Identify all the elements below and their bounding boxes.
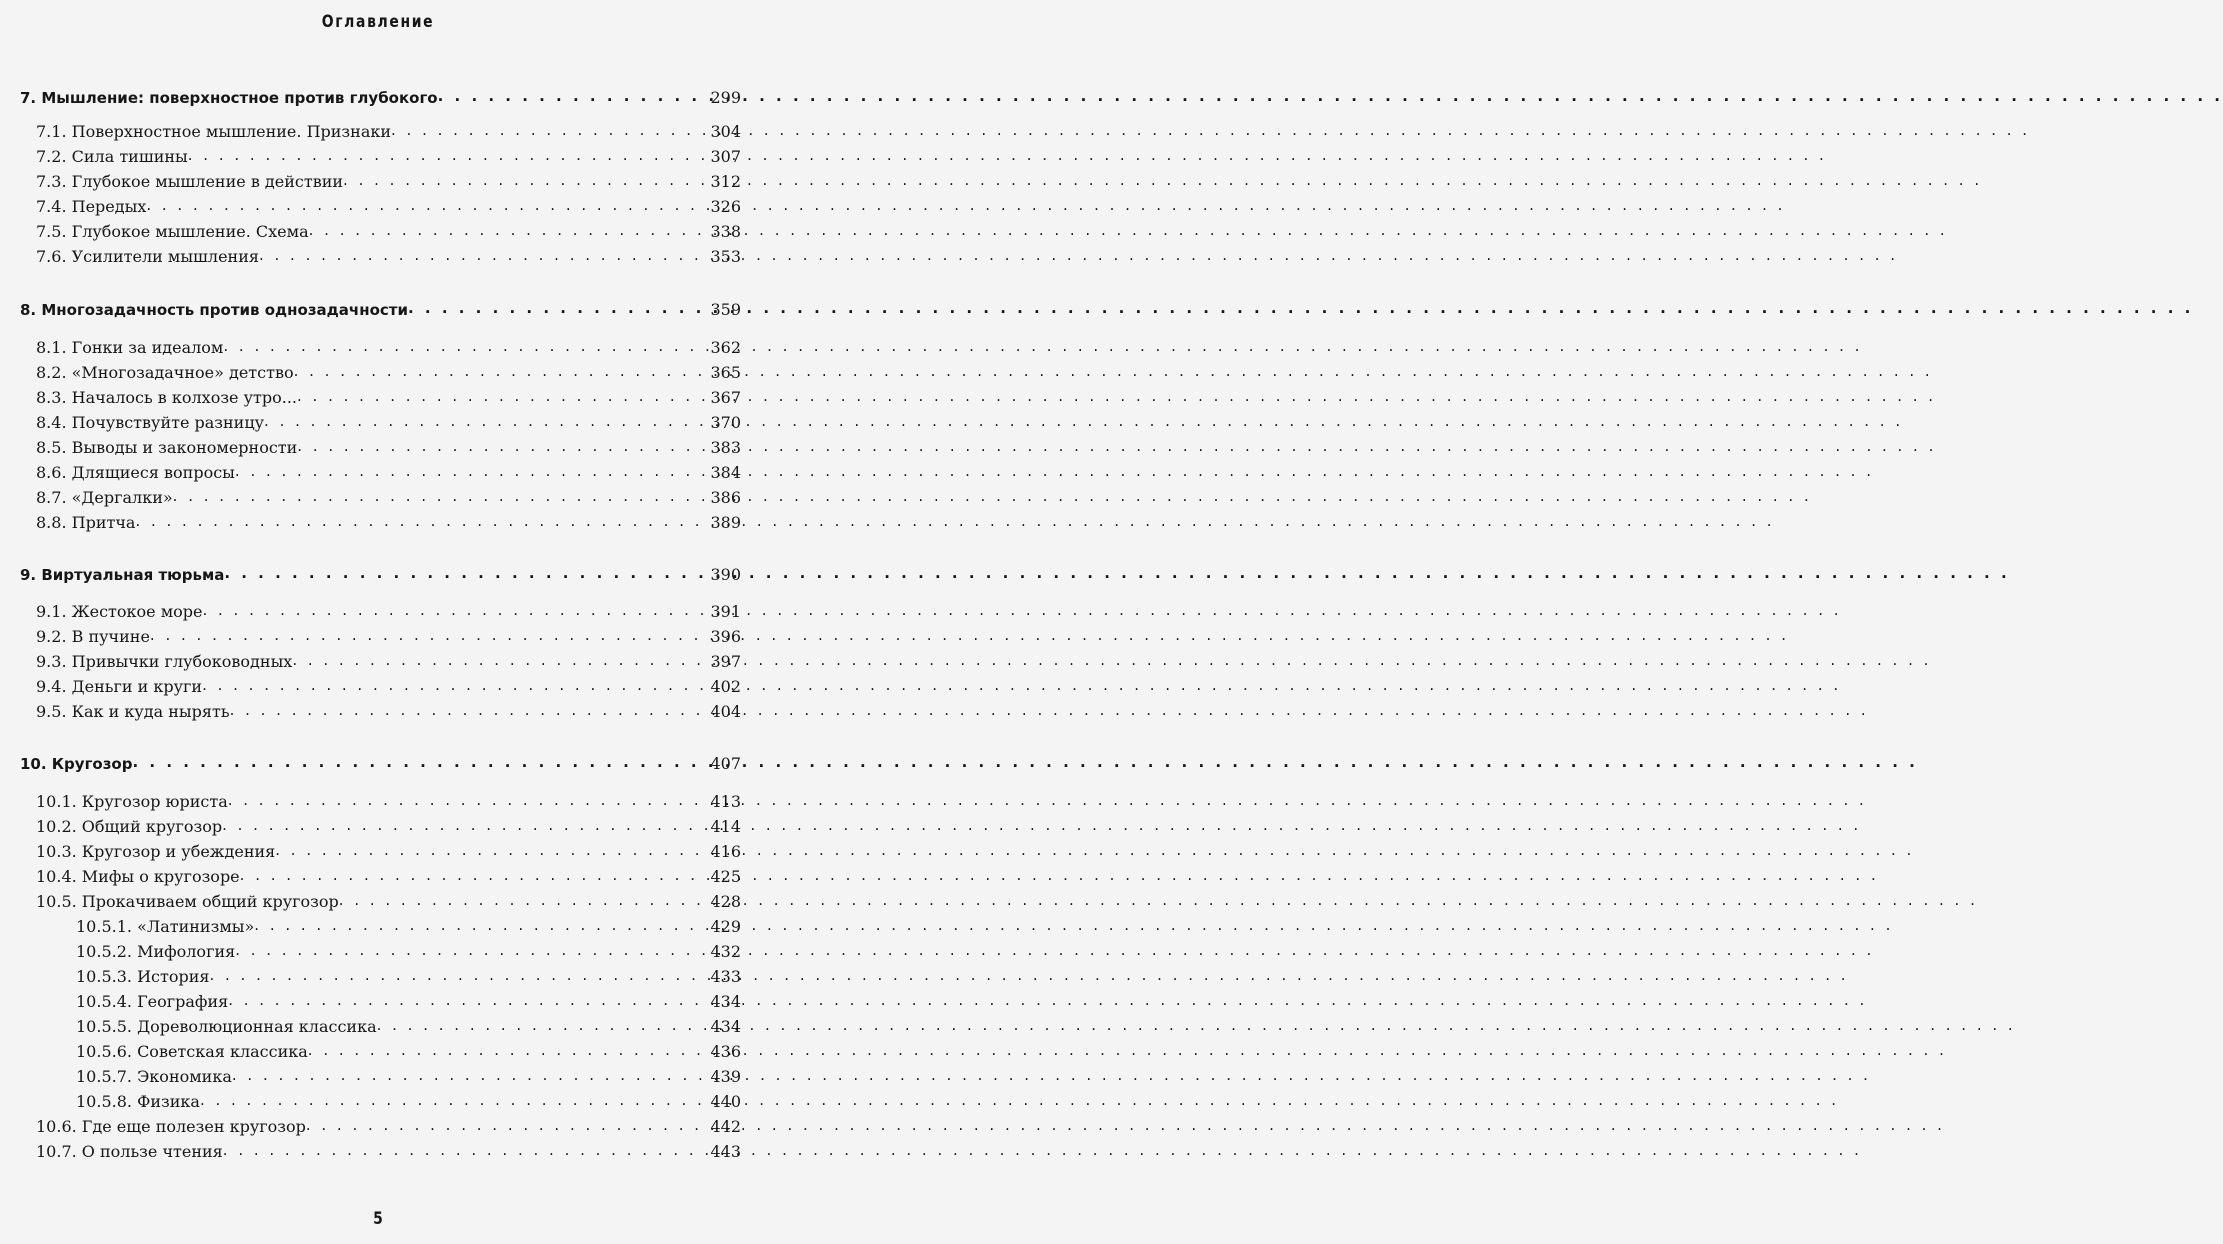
toc-entry-section[interactable] [36, 890, 741, 914]
toc-entry-section[interactable] [36, 700, 741, 724]
toc-entry-section[interactable] [36, 511, 741, 535]
toc-entry-page: 413 [710, 792, 741, 811]
toc-entry-sub[interactable] [76, 990, 741, 1014]
toc-entry-title: 10.5.5. Дореволюционная классика [76, 1017, 377, 1036]
toc-entry-title: 8. Многозадачность против однозадачности [20, 301, 408, 319]
dot-leader [259, 243, 710, 267]
dot-leader [132, 750, 710, 774]
toc-entry-title: 7.1. Поверхностное мышление. Признаки [36, 122, 392, 141]
toc-entry-page: 391 [710, 602, 741, 621]
toc-entry-page: 439 [710, 1067, 741, 1086]
dot-leader [223, 1138, 711, 1162]
toc-entry-chapter[interactable] [20, 86, 741, 110]
toc-entry-section[interactable] [36, 386, 741, 410]
dot-leader [275, 838, 710, 862]
toc-entry-page: 389 [710, 513, 741, 532]
toc-entry-page: 416 [710, 842, 741, 861]
toc-entry-title: 10.5. Прокачиваем общий кругозор [36, 892, 339, 911]
toc-entry-title: 7.6. Усилители мышления [36, 247, 259, 266]
toc-entry-title: 8.3. Началось в колхозе утро... [36, 388, 298, 407]
toc-entry-title: 8.7. «Дергалки» [36, 488, 173, 507]
dot-leader [230, 698, 711, 722]
toc-entry-section[interactable] [36, 245, 741, 269]
toc-entry-sub[interactable] [76, 1040, 741, 1064]
toc-entry-sub[interactable] [76, 965, 741, 989]
dot-leader [240, 863, 711, 887]
dot-leader [264, 409, 710, 433]
toc-entry-section[interactable] [36, 790, 741, 814]
toc-entry-title: 10.5.6. Советская классика [76, 1042, 308, 1061]
toc-entry-page: 436 [710, 1042, 741, 1061]
toc-entry-section[interactable] [36, 336, 741, 360]
toc-entry-page: 312 [710, 172, 741, 191]
toc-entry-page: 390 [710, 565, 741, 584]
dot-leader [339, 888, 711, 912]
toc-entry-title: 9.5. Как и куда нырять [36, 702, 230, 721]
toc-entry-section[interactable] [36, 1115, 741, 1139]
toc-entry-title: 8.1. Гонки за идеалом [36, 338, 224, 357]
toc-entry-title: 7.5. Глубокое мышление. Схема [36, 222, 309, 241]
toc-entry-section[interactable] [36, 650, 741, 674]
toc-entry-page: 404 [710, 702, 741, 721]
toc-entry-title: 8.4. Почувствуйте разницу [36, 413, 265, 432]
dot-leader [146, 193, 710, 217]
toc-entry-title: 7.4. Передых [36, 197, 147, 216]
toc-entry-sub[interactable] [76, 915, 741, 939]
toc-entry-page: 367 [710, 388, 741, 407]
toc-entry-page: 386 [710, 488, 741, 507]
dot-leader [438, 84, 711, 108]
toc-entry-section[interactable] [36, 625, 741, 649]
table-of-contents [0, 0, 756, 1244]
toc-entry-page: 440 [710, 1092, 741, 1111]
toc-entry-page: 433 [710, 967, 741, 986]
toc-entry-title: 10.1. Кругозор юриста [36, 792, 228, 811]
dot-leader [294, 359, 711, 383]
dot-leader [150, 623, 711, 647]
toc-entry-section[interactable] [36, 145, 741, 169]
toc-entry-title: 10.5.7. Экономика [76, 1067, 232, 1086]
toc-entry-title: 7.3. Глубокое мышление в действии [36, 172, 344, 191]
dot-leader [235, 459, 711, 483]
dot-leader [309, 218, 711, 242]
toc-entry-page: 434 [710, 1017, 741, 1036]
toc-entry-title: 8.5. Выводы и закономерности [36, 438, 298, 457]
toc-entry-title: 9.2. В пучине [36, 627, 150, 646]
page-number: 5 [373, 1209, 383, 1229]
dot-leader [232, 1063, 711, 1087]
dot-leader [343, 168, 710, 192]
toc-entry-title: 9. Виртуальная тюрьма [20, 566, 225, 584]
toc-entry-page: 432 [710, 942, 741, 961]
toc-entry-section[interactable] [36, 170, 741, 194]
dot-leader [200, 1088, 711, 1112]
toc-entry-section[interactable] [36, 1140, 741, 1164]
toc-entry-page: 397 [710, 652, 741, 671]
toc-entry-title: 10.5.1. «Латинизмы» [76, 917, 255, 936]
toc-entry-section[interactable] [36, 411, 741, 435]
dot-leader [297, 384, 710, 408]
toc-entry-page: 442 [710, 1117, 741, 1136]
toc-entry-title: 10. Кругозор [20, 755, 133, 773]
toc-entry-title: 8.8. Притча [36, 513, 136, 532]
dot-leader [306, 1113, 711, 1137]
toc-entry-page: 299 [710, 88, 741, 107]
dot-leader [308, 1038, 711, 1062]
dot-leader [224, 561, 710, 585]
toc-entry-section[interactable] [36, 220, 741, 244]
dot-leader [228, 788, 711, 812]
dot-leader [209, 963, 710, 987]
toc-entry-page: 414 [710, 817, 741, 836]
dot-leader [235, 938, 710, 962]
toc-entry-title: 10.5.4. География [76, 992, 229, 1011]
dot-leader [222, 813, 710, 837]
toc-entry-page: 428 [710, 892, 741, 911]
toc-entry-page: 383 [710, 438, 741, 457]
toc-entry-page: 425 [710, 867, 741, 886]
toc-entry-page: 396 [710, 627, 741, 646]
toc-entry-title: 10.4. Мифы о кругозоре [36, 867, 240, 886]
dot-leader [228, 988, 710, 1012]
toc-entry-section[interactable] [36, 840, 741, 864]
dot-leader [254, 913, 710, 937]
dot-leader [377, 1013, 711, 1037]
toc-entry-title: 10.6. Где еще полезен кругозор [36, 1117, 306, 1136]
toc-entry-section[interactable] [36, 865, 741, 889]
toc-entry-title: 9.1. Жестокое море [36, 602, 203, 621]
toc-entry-page: 307 [710, 147, 741, 166]
toc-entry-title: 10.2. Общий кругозор [36, 817, 223, 836]
toc-entry-page: 359 [710, 300, 741, 319]
toc-entry-page: 365 [710, 363, 741, 382]
toc-entry-section[interactable] [36, 195, 741, 219]
toc-entry-title: 10.5.3. История [76, 967, 210, 986]
toc-entry-page: 384 [710, 463, 741, 482]
toc-entry-title: 8.2. «Многозадачное» детство [36, 363, 294, 382]
toc-entry-title: 9.3. Привычки глубоководных [36, 652, 293, 671]
dot-leader [391, 118, 710, 142]
dot-leader [135, 509, 710, 533]
dot-leader [173, 484, 711, 508]
toc-entry-section[interactable] [36, 600, 741, 624]
dot-leader [297, 434, 710, 458]
toc-entry-title: 10.7. О пользе чтения [36, 1142, 223, 1161]
toc-entry-page: 443 [710, 1142, 741, 1161]
toc-entry-sub[interactable] [76, 1015, 741, 1039]
toc-entry-section[interactable] [36, 675, 741, 699]
toc-entry-sub[interactable] [76, 940, 741, 964]
toc-entry-section[interactable] [36, 120, 741, 144]
toc-entry-page: 353 [710, 247, 741, 266]
dot-leader [292, 648, 710, 672]
toc-entry-title: 9.4. Деньги и круги [36, 677, 203, 696]
toc-entry-sub[interactable] [76, 1065, 741, 1089]
dot-leader [408, 296, 710, 320]
toc-entry-section[interactable] [36, 461, 741, 485]
toc-entry-page: 326 [710, 197, 741, 216]
toc-entry-page: 338 [710, 222, 741, 241]
toc-entry-title: 7.2. Сила тишины [36, 147, 188, 166]
toc-entry-page: 370 [710, 413, 741, 432]
toc-entry-title: 8.6. Длящиеся вопросы [36, 463, 235, 482]
dot-leader [202, 598, 710, 622]
toc-entry-sub[interactable] [76, 1090, 741, 1114]
toc-entry-chapter[interactable] [20, 563, 741, 587]
toc-entry-page: 434 [710, 992, 741, 1011]
toc-entry-title: 10.5.8. Физика [76, 1092, 200, 1111]
toc-entry-chapter[interactable] [20, 752, 741, 776]
page-title: Оглавление [321, 12, 435, 32]
toc-entry-title: 10.5.2. Мифология [76, 942, 236, 961]
toc-entry-title: 10.3. Кругозор и убеждения [36, 842, 276, 861]
toc-entry-page: 362 [710, 338, 741, 357]
toc-entry-page: 402 [710, 677, 741, 696]
toc-entry-section[interactable] [36, 486, 741, 510]
toc-entry-section[interactable] [36, 436, 741, 460]
toc-entry-section[interactable] [36, 361, 741, 385]
toc-entry-page: 429 [710, 917, 741, 936]
dot-leader [188, 143, 711, 167]
toc-entry-page: 407 [710, 754, 741, 773]
toc-entry-chapter[interactable] [20, 298, 741, 322]
toc-entry-title: 7. Мышление: поверхностное против глубокого [20, 89, 438, 107]
dot-leader [202, 673, 710, 697]
dot-leader [223, 334, 710, 358]
toc-entry-section[interactable] [36, 815, 741, 839]
toc-entry-page: 304 [710, 122, 741, 141]
